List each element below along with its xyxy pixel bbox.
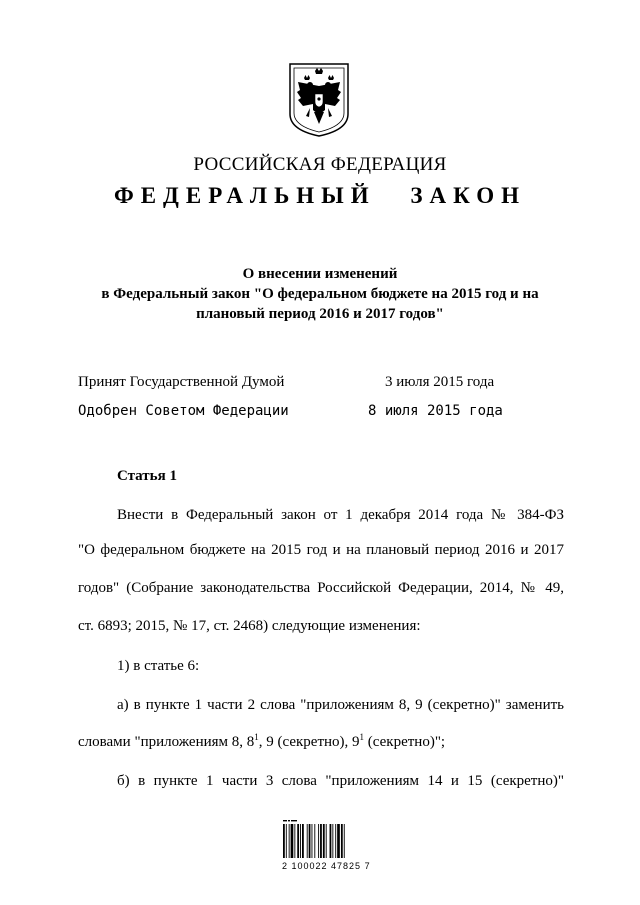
country-heading: РОССИЙСКАЯ ФЕДЕРАЦИЯ	[193, 154, 447, 175]
article-text-line: "О федеральном бюджете на 2015 год и на плановый период 2016 и 2017	[78, 542, 564, 558]
text-fragment: (секретно)";	[364, 734, 446, 750]
superscript: 1	[254, 732, 259, 742]
article-heading: Статья 1	[117, 468, 177, 484]
barcode-number: 2 100022 47825 7	[282, 861, 371, 871]
law-subject	[0, 264, 640, 324]
subject-line: плановый период 2016 и 2017 годов"	[196, 306, 444, 322]
subject-line: в Федеральный закон "О федеральном бюджете на 2015 год и на	[101, 286, 539, 302]
approved-label: Одобрен Советом Федерации	[78, 403, 289, 419]
law-title: ФЕДЕРАЛЬНЫЙ ЗАКОН	[113, 183, 527, 208]
adopted-label: Принят Государственной Думой	[78, 374, 285, 390]
text-fragment: , 9 (секретно), 9	[258, 734, 360, 750]
article-text-line: годов" (Собрание законодательства Российской Федерации, 2014, № 49,	[78, 580, 564, 596]
coat-of-arms-emblem	[288, 62, 350, 138]
subject-line: О внесении изменений	[242, 266, 398, 282]
approved-date: 8 июля 2015 года	[368, 403, 503, 419]
article-item: 1) в статье 6:	[117, 658, 200, 674]
superscript: 1	[359, 732, 365, 742]
article-subitem-line: б) в пункте 1 части 3 слова "приложениям 14 и 15 (секретно)"	[117, 773, 564, 789]
article-text-line: ст. 6893; 2015, № 17, ст. 2468) следующие изменения:	[78, 618, 421, 634]
article-text-line: Внести в Федеральный закон от 1 декабря 2014 года № 384-ФЗ	[117, 507, 564, 523]
article-subitem-line	[78, 734, 445, 751]
text-fragment: словами "приложениям 8, 8	[78, 734, 255, 750]
article-subitem-line: а) в пункте 1 части 2 слова "приложениям 8, 9 (секретно)" заменить	[117, 697, 564, 713]
adopted-date: 3 июля 2015 года	[385, 374, 495, 390]
